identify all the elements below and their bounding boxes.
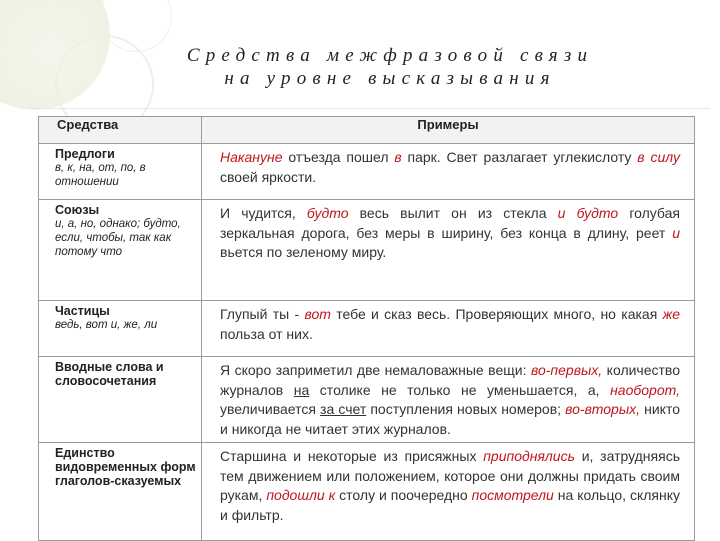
highlighted-word: же (662, 306, 681, 322)
example-text: тебе и сказ весь. Проверяющих много, но какая (330, 306, 663, 322)
highlighted-word: посмотрели (471, 487, 554, 503)
highlighted-word: во-первых, (530, 362, 603, 378)
example-text: вьется по зеленому миру. (220, 244, 387, 260)
table-row (39, 144, 695, 200)
table-row (39, 357, 695, 443)
example-text: отъезда пошел (282, 149, 395, 165)
example-text: количество журналов (220, 362, 680, 398)
means-items: в, к, на, от, по, в отношении (55, 162, 146, 188)
example-text: столике не только не уменьшается, а, (309, 381, 611, 398)
example-text: весь вылит он из стекла (348, 205, 558, 221)
example-text: Я скоро заприметил две немаловажные вещи: (220, 362, 531, 378)
highlighted-word: во-вторых, (565, 401, 641, 417)
header-means: Средства (39, 117, 202, 144)
means-table (38, 116, 695, 541)
underlined-word: за счет (320, 401, 367, 417)
example-text: польза от них. (220, 325, 313, 342)
highlighted-word: наоборот, (610, 381, 680, 398)
example-cell (202, 357, 695, 443)
title-line-1: Средства межфразовой связи (186, 45, 594, 66)
highlighted-word: подошли к (266, 487, 336, 503)
example-cell (202, 200, 695, 301)
means-cell (39, 357, 202, 443)
highlighted-word: вот (304, 306, 331, 322)
means-name: Единство видовременных форм глаголов-сказуемых (55, 446, 196, 488)
means-cell (39, 144, 202, 200)
means-cell (39, 301, 202, 357)
example-text: голубая зеркальная дорога, без меры в ширину, без конца в длину, реет (220, 205, 680, 241)
highlighted-word: в (394, 149, 402, 165)
highlighted-word: и будто (557, 205, 619, 221)
example-text: увеличивается (220, 401, 321, 417)
highlighted-word: приподнялись (483, 448, 575, 464)
highlighted-word: в силу (637, 149, 680, 165)
example-text: никто и никогда не читает этих журналов. (220, 401, 681, 437)
table-row (39, 301, 695, 357)
means-cell (39, 443, 202, 541)
slide-title (150, 44, 630, 90)
example-cell (202, 301, 695, 357)
means-cell (39, 200, 202, 301)
example-text: столу и поочередно (335, 487, 472, 503)
example-text: поступления новых номеров; (366, 401, 566, 417)
table-row (39, 200, 695, 301)
example-cell (202, 144, 695, 200)
highlighted-word: будто (306, 205, 349, 221)
example-text: И чудится, (220, 205, 307, 221)
means-items: ведь, вот и, же, ли (55, 319, 158, 331)
example-text: на кольцо, склянку и фильтр. (220, 487, 680, 523)
highlighted-word: и (672, 224, 680, 241)
table-row (39, 443, 695, 541)
underlined-word: на (293, 381, 310, 398)
example-text: и, затрудняясь тем движением или положением, которое они должны придать своим рукам, (220, 448, 680, 503)
table-body (39, 144, 695, 541)
title-line-2: на уровне высказывания (224, 68, 556, 89)
table-header-row (39, 117, 695, 144)
example-text: Глупый ты - (220, 306, 305, 322)
example-cell (202, 443, 695, 541)
example-text: Старшина и некоторые из присяжных (220, 448, 484, 464)
highlighted-word: Накануне (220, 149, 283, 165)
means-items: и, а, но, однако; будто, если, чтобы, так как потому что (55, 218, 181, 258)
header-examples: Примеры (202, 117, 695, 144)
example-text: своей яркости. (220, 168, 317, 185)
means-name: Вводные слова и словосочетания (55, 360, 164, 388)
means-name: Предлоги (55, 147, 115, 161)
example-text: парк. Свет разлагает углекислоту (401, 149, 638, 165)
means-name: Союзы (55, 203, 100, 217)
means-name: Частицы (55, 304, 110, 318)
